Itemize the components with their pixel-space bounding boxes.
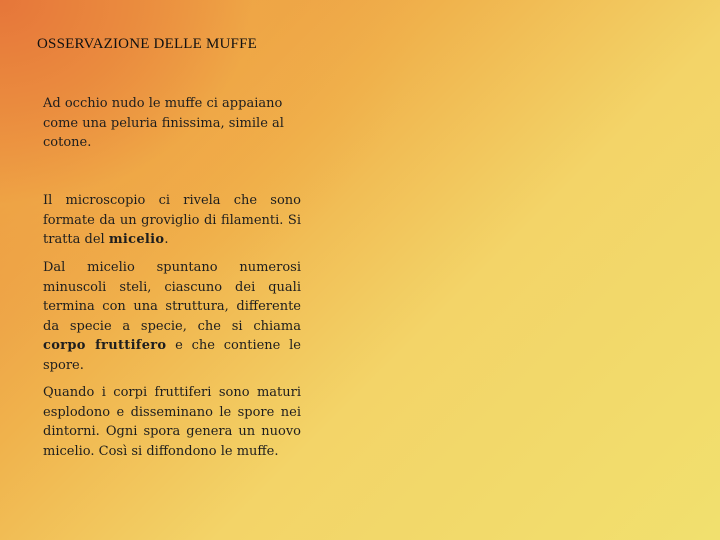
- paragraph-text: Quando i corpi fruttiferi sono maturi esplodono e disseminano le spore nei dintorni. Ogni spora genera un nuovo micelio. Così si diffondono le muffe.: [43, 385, 301, 459]
- slide-title: OSSERVAZIONE DELLE MUFFE: [37, 36, 258, 52]
- paragraph-microscopio: [43, 191, 301, 250]
- paragraph-peluria: [43, 94, 301, 153]
- paragraph-text: Ad occhio nudo le muffe ci appaiano come una peluria finissima, simile al cotone.: [43, 96, 284, 150]
- paragraph-text: Il microscopio ci rivela che sono formate da un groviglio di filamenti. Si tratta del: [43, 193, 301, 247]
- paragraph-spore: [43, 383, 301, 461]
- paragraph-text: Dal micelio spuntano numerosi minuscoli steli, ciascuno dei quali termina con una struttura, differente da specie a specie, che si chiama: [43, 260, 301, 334]
- paragraph-corpo-fruttifero: [43, 258, 301, 375]
- paragraph-text-end: .: [164, 232, 169, 247]
- term-corpo-fruttifero: corpo fruttifero: [43, 338, 167, 353]
- paragraph-text-end: e che contiene le spore.: [43, 338, 301, 373]
- term-micelio: micelio: [108, 232, 165, 247]
